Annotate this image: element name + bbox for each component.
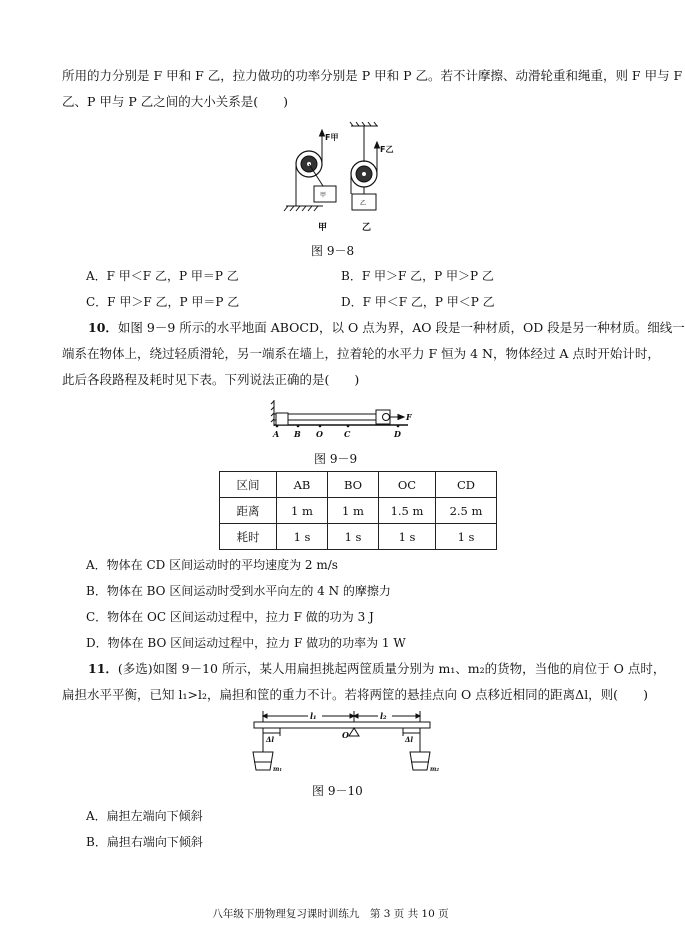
- figure-caption-9-9: 图 9－9: [314, 452, 358, 466]
- figure-caption-9-8: 图 9－8: [311, 244, 355, 258]
- q10-text-line-1: [88, 320, 685, 336]
- table-cell: 1.5 m: [379, 498, 436, 524]
- table-header-cell: OC: [379, 472, 436, 498]
- q9-option-c: C．F 甲＞F 乙，P 甲＝P 乙: [86, 295, 240, 309]
- point-d-label: D: [394, 429, 401, 439]
- point-a-label: A: [273, 429, 280, 439]
- table-row: [220, 524, 497, 550]
- point-o-label: O: [316, 429, 323, 439]
- table-cell: 1 m: [277, 498, 328, 524]
- point-b-label: B: [294, 429, 301, 439]
- q10-option-c: C．物体在 OC 区间运动过程中，拉力 F 做的功为 3 J: [86, 610, 374, 624]
- q11-number: 11．: [88, 661, 118, 676]
- table-cell: 1 s: [328, 524, 379, 550]
- figure-caption-9-10: 图 9－10: [312, 784, 363, 798]
- q9-option-a: A．F 甲＜F 乙，P 甲＝P 乙: [86, 269, 239, 283]
- table-header-cell: BO: [328, 472, 379, 498]
- q9-option-d: D．F 甲＜F 乙，P 甲＜P 乙: [341, 295, 495, 309]
- table-cell: 2.5 m: [436, 498, 497, 524]
- q11-option-a: A．扁担左端向下倾斜: [86, 809, 203, 823]
- table-cell: 1 m: [328, 498, 379, 524]
- length-l2-label: l₂: [380, 711, 387, 721]
- pulley-figure: [283, 122, 393, 234]
- mass-m2-label: m₂: [430, 766, 439, 773]
- table-cell: 1 s: [436, 524, 497, 550]
- table-cell: 耗时: [220, 524, 277, 550]
- pulley-right: [350, 122, 380, 210]
- force-label-yi: F乙: [380, 145, 394, 154]
- q11-option-b: B．扁担右端向下倾斜: [86, 835, 203, 849]
- table-header-cell: AB: [277, 472, 328, 498]
- q11-text-line-2: 扁担水平平衡，已知 l₁>l₂，扁担和筐的重力不计。若将两筐的悬挂点向 O 点移近相同的距离Δl，则( ): [62, 687, 648, 702]
- pole-figure: [246, 708, 439, 774]
- box-label-left: 甲: [320, 192, 327, 199]
- q9-option-b: B．F 甲＞F 乙，P 甲＞P 乙: [341, 269, 494, 283]
- point-c-label: C: [344, 429, 351, 439]
- q10-text-line-2: 端系在物体上，绕过轻质滑轮，另一端系在墙上，拉着轮的水平力 F 恒为 4 N，物体经过 A 点时开始计时，: [62, 346, 660, 361]
- force-label-f: F: [406, 412, 412, 422]
- length-l1-label: l₁: [310, 711, 317, 721]
- q10-number: 10．: [88, 320, 118, 335]
- q10-option-d: D．物体在 BO 区间运动过程中，拉力 F 做功的功率为 1 W: [86, 636, 406, 650]
- table-header-row: [220, 472, 497, 498]
- q10-text-line-3: 此后各段路程及耗时见下表。下列说法正确的是( ): [62, 372, 360, 387]
- table-cell: 1 s: [379, 524, 436, 550]
- box-label-right: 乙: [360, 200, 367, 207]
- delta-l-right-label: Δl: [405, 735, 414, 744]
- q11-text-1: (多选)如图 9－10 所示，某人用扁担挑起两筐质量分别为 m₁、m₂的货物，当他的肩位于 O 点时，: [117, 661, 666, 676]
- pulley-left: [284, 130, 339, 211]
- segment-table: [219, 471, 497, 550]
- force-label-jia: F甲: [325, 133, 339, 142]
- q10-option-b: B．物体在 BO 区间运动时受到水平向左的 4 N 的摩擦力: [86, 584, 391, 598]
- q10-option-a: A．物体在 CD 区间运动时的平均速度为 2 m/s: [86, 558, 338, 572]
- label-yi: 乙: [362, 223, 372, 233]
- table-row: [220, 498, 497, 524]
- table-cell: 1 s: [277, 524, 328, 550]
- mass-m1-label: m₁: [273, 766, 282, 773]
- q11-text-line-1: [88, 661, 665, 677]
- q9-text-line-1: 所用的力分别是 F 甲和 F 乙，拉力做功的功率分别是 P 甲和 P 乙。若不计摩擦、动滑轮重和绳重，则 F 甲与 F: [62, 68, 683, 83]
- pivot-o-label: O: [342, 730, 349, 740]
- label-jia: 甲: [318, 223, 328, 233]
- q9-text-line-2: 乙、P 甲与 P 乙之间的大小关系是( ): [62, 94, 288, 109]
- table-header-cell: CD: [436, 472, 497, 498]
- table-header-cell: 区间: [220, 472, 277, 498]
- ground-figure: [268, 398, 418, 440]
- q10-text-1: 如图 9－9 所示的水平地面 ABOCD，以 O 点为界，AO 段是一种材质，OD 段是另一种材质。细线一: [117, 320, 685, 335]
- table-cell: 距离: [220, 498, 277, 524]
- page-footer: 八年级下册物理复习课时训练九 第 3 页 共 10 页: [212, 908, 449, 920]
- delta-l-left-label: Δl: [266, 735, 275, 744]
